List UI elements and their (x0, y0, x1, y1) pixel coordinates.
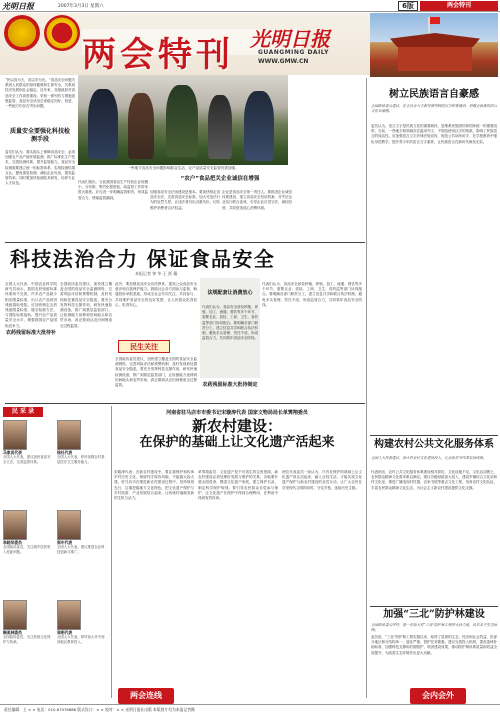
lead-bottom-col4: 此外，要加强食品安全宣传教育，提高公众食品安全意识和自我保护能力。鼓励社会各方面参与监督，畅通投诉举报渠道，形成全社会共同关注、共同参与、共同维护食品安全的良好氛围，让人民群众吃得放心、吃得安心。 (115, 282, 197, 307)
bottom-article-head (112, 410, 362, 468)
right-box3-lead: 全国政协委员呼吁，进一步加大对“三北”防护林工程的支持力度，筑牢北方生态屏障。 (371, 623, 497, 633)
person-name: 马家宾代表 (3, 450, 22, 455)
lead-bottom-col1b: 全国政协委员建议，加快建立覆盖全国的食品安全监测网络，完善风险评估和预警机制，及时发现和处置食品安全隐患。要充分发挥科技支撑作用，研发快速检测设备，推广到基层监管部门，让检测能力延伸到田间地头和农贸市场，真正做到从农田到餐桌全过程监管。 (115, 357, 197, 388)
lead-sub1: 农药残留标准大批待补 (5, 330, 56, 336)
person-name: 徐社代表 (57, 450, 73, 455)
bottom-col3: 两位代表委员一致认为，只有在保护的基础上让文化遗产真正活起来，融入百姓生活，才能实现文化遗产保护与新农村建设的良性互动，让广大农民在享受现代文明的同时，守住乡愁，延续历史文脉。 (282, 470, 362, 490)
person-name: 韩美林委员 (3, 630, 22, 635)
person-desc: 全国人大代表，呼吁加大对中西部地区教育投入。 (57, 635, 105, 644)
photo-caption: 一些地方食品安全问题影响群众生活，农产品质量安全监管仍需加强。 (127, 166, 239, 170)
gate-roof (390, 33, 480, 47)
people-header: 民 采 录 (3, 407, 43, 417)
photo-figure (208, 95, 232, 159)
people-grid (3, 420, 110, 690)
special-banner (0, 13, 370, 75)
photo-figure (88, 89, 118, 159)
lead-left-column: “民以食为天，食以安为先。”食品安全问题关系到人民群众的身体健康和生命安全，关系到经济发展和社会稳定。近年来，各级政府对食品安全工作高度重视，采取一系列有力措施加强监管，食品安全状况总体稳定向好。但是，一些地方仍存在突出问题。 (5, 78, 75, 109)
page-header (0, 0, 500, 12)
masthead-small: 光明日报 (2, 1, 34, 11)
banner-title: 两会特刊 (82, 35, 234, 75)
person-photo (57, 420, 81, 450)
person-photo (3, 510, 27, 540)
person-card (57, 510, 107, 594)
person-photo (57, 510, 81, 540)
lead-bottom-col2: 全国政协委员建议，加快建立覆盖全国的食品安全监测网络，完善风险评估和预警机制，及时发现和处置食品安全隐患。要充分发挥科技支撑作用，研发快速检测设备，推广到基层监管部门，让检测能力延伸到田间地头和农贸市场，真正做到从农田到餐桌全过程监管。 (60, 282, 112, 328)
right-box1-lead: 全国政协委员建议，在全社会大力倡导使用规范汉字和普通话，增强全民族的语言文化自豪感。 (371, 104, 497, 114)
right-box2-lead: 全国人大代表建议，加大对农村文化建设投入，让农民共享改革发展成果。 (371, 456, 487, 460)
person-desc: 全国人大代表，呼吁加强农村基层医疗卫生服务能力。 (57, 455, 105, 464)
right-box3-title: 加强“三北”防护林建设 (383, 609, 485, 620)
lead-left-subhead: 质量安全要强化科技检测手段 (9, 128, 70, 143)
lead-bottom-col3: 代表们认为，食品安全涉及种植、养殖、加工、流通、餐饮等多个环节，需要农业、质检、工商、卫生、食药监等部门协同配合。要明确各部门职责分工，建立信息共享和联合执法机制，避免多头管理、责任不清，形成监管合力，共同筑牢食品安全防线。 (202, 305, 258, 341)
person-photo (3, 600, 27, 630)
min-sheng-box (118, 340, 170, 353)
divider (370, 606, 498, 607)
page-footer: 责任编辑：王 × × 电话：010-67078888 版式设计：× × 校对：× × 光明日报社出版 本版图片均为本报记者摄 (0, 704, 500, 715)
photo-figure (166, 85, 198, 157)
person-desc: 全国人大代表，建议加快食品安全立法，完善监管体系。 (3, 455, 51, 464)
person-name: 郑中代表 (57, 540, 73, 545)
banner-url: WWW.GMW.CN (258, 58, 309, 65)
lead-headline: 科技法治合力 保证食品安全 (10, 247, 276, 271)
page-number: 6版 (398, 1, 418, 11)
photo-figure (244, 91, 274, 161)
lead-sub4: 农药残留标准大批待制定 (202, 382, 258, 388)
bottom-headline-1: 新农村建设： (191, 417, 282, 435)
lead-col-b: 加强食品安全法治建设是根本。要加快制定食品安全法，完善食品安全标准，加大对违法行为的处罚力度，让违法者付出沉重代价，切实维护消费者合法权益。 (150, 190, 220, 210)
issue-date: 2007年3月3日 星期六 (58, 4, 104, 9)
market-photo (78, 75, 288, 165)
person-desc: 全国政协委员，关注城乡居民收入差距问题。 (3, 545, 51, 554)
bottom-col1: 宋璇涛代表：在新农村建设中，要注重保护和传承乡村历史文化，保留村庄原有风貌，不能搞大拆大建。驻马店市在推进新农村建设过程中，坚持规划先行，注重挖掘地方文化特色，把文化遗产保护与乡村旅游、产业发展结合起来，让传统村落焕发新的生机与活力。 (114, 470, 194, 501)
column-rule (366, 78, 367, 698)
right-box2-text: 代表指出，农村公共文化服务体系建设相对滞后，文化设施不足，文化活动匮乏，农民群众精神文化需求难以满足。建议各级财政加大投入，建设乡镇综合文化站和村文化室，推进广播电视村村通、农家书屋等重点文化工程，培育农村文化队伍，丰富农民群众精神文化生活，为社会主义新农村建设提供文化支撑。 (371, 470, 497, 490)
flag-icon (430, 17, 440, 24)
national-emblem-icon (4, 15, 40, 51)
person-photo (57, 600, 81, 630)
person-name: 周明代表 (57, 630, 73, 635)
banner-brand: 光明日报 (250, 27, 330, 51)
lead-byline: 本报记者 钟 华 王 跃 戴 (135, 271, 178, 276)
person-card (57, 600, 107, 684)
min-sheng-label: 民生关注 (130, 343, 158, 351)
right-box1-title: 树立民族语言自豪感 (389, 89, 479, 100)
lead-sub2: 法规配套让消费放心 (207, 290, 253, 296)
section-tab: 两会特刊 (420, 1, 498, 11)
bottom-headline-2: 在保护的基础上让文化遗产活起来 (139, 435, 335, 450)
cppcc-emblem-icon (44, 15, 80, 51)
banner-brand-en: GUANGMING DAILY (258, 49, 330, 56)
lead-midleft-column: 委员们认为，要从源头上保障食品安全，必须加强农产品产地环境监测，推广标准化生产技术，完善检测体系，提升监管能力。食品安全检测需要建立统一的标准体系，实现检测结果互认，避免重复检测，减轻企业负担，提高监管效率。同时要加快检测技术研发，培养专业人才队伍。 (5, 150, 75, 186)
person-desc: 全国人大代表，建议推进农业科技创新与推广。 (57, 545, 105, 554)
tiananmen-photo (370, 13, 498, 77)
lead-bottom-col5: 代表们认为，食品安全涉及种植、养殖、加工、流通、餐饮等多个环节，需要农业、质检、工商、卫生、食药监等部门协同配合。要明确各部门职责分工，建立信息共享和联合执法机制，避免多头管理、责任不清，形成监管合力，共同筑牢食品安全防线。 (262, 282, 362, 307)
right-box3-text: 委员说，“三北”防护林工程实施以来，取得了显著的生态、经济和社会效益，但部分地区林分结构单一、退化严重，管护任务繁重。建议完善投入机制，提高造林补助标准，加强科技支撑和后期管护，巩固建设成果，推动防护林体系质量和效益全面提升，为改善生态环境作出更大贡献。 (371, 635, 497, 655)
photo-figure (128, 93, 154, 159)
person-desc: 全国政协委员，关注传统文化保护与传承。 (3, 635, 51, 644)
divider (370, 435, 498, 436)
person-name: 李晓华委员 (3, 540, 22, 545)
divider (5, 403, 365, 404)
lead-bottom-col1: 全国人大代表、中国农业科学院研究员表示，我国农药残留标准体系尚不完善，许多农产品缺少相应限量标准，出口农产品常因残留超标受阻。应加快制定农药残留限量标准，健全检测方法，与国际标准接轨，提升农产品质量安全水平，增强我国农产品国际竞争力。 (5, 282, 57, 328)
tag-lianghui-lianxian: 两会连线 (118, 688, 174, 704)
person-photo (3, 420, 27, 450)
lead-col-c: 企业是食品安全第一责任人。要推进企业诚信体系建设，建立食品安全信用档案，对失信企业实行联合惩戒，引导企业自觉守法、诚信经营，共同营造放心消费环境。 (222, 190, 292, 210)
person-card (3, 600, 53, 684)
lead-mid-subhead: “农户”食品把关企业诚信在增强 (180, 176, 260, 182)
right-box2-title: 构建农村公共文化服务体系 (374, 439, 494, 450)
person-card (3, 510, 53, 594)
bottom-kicker: 河南省驻马店市市委书记宋璇涛代表 国家文物局局长单霁翔委员 (166, 410, 308, 416)
tag-hui-nei-hui-wai: 会内会外 (410, 688, 466, 704)
person-card (57, 420, 107, 504)
lead-col-a: 代表们指出，当前我国食品生产经营企业规模小、分布散、集约化程度低，给监管工作带来很大难度。应当进一步明确监管职责，形成监管合力，堵塞监管漏洞。 (78, 180, 148, 200)
person-card (3, 420, 53, 504)
right-box1-text: 委员认为，语言文字是民族文化的重要载体，是维系民族团结和国家统一的重要纽带。当前，一些地方和领域存在滥用外文、不规范使用汉字的现象，影响了民族语言的纯洁性。应加强语言文字法律法规宣传，规范公共场所用字，在学校教育中强化母语教学，提升青少年的语言文字素养，让民族语言在新时代焕发光彩。 (371, 124, 497, 144)
gate-body (398, 47, 472, 71)
bottom-col2: 单霁翔委员：文化遗产是不可再生的宝贵资源，新农村建设必须处理好发展与保护的关系。各地要开展全面普查，摸清文化遗产家底，建立保护名录，制定科学保护规划。要引导农民群众自觉参与保护，让文化遗产在保护中得到合理利用，在利用中得到有效传承。 (198, 470, 278, 501)
